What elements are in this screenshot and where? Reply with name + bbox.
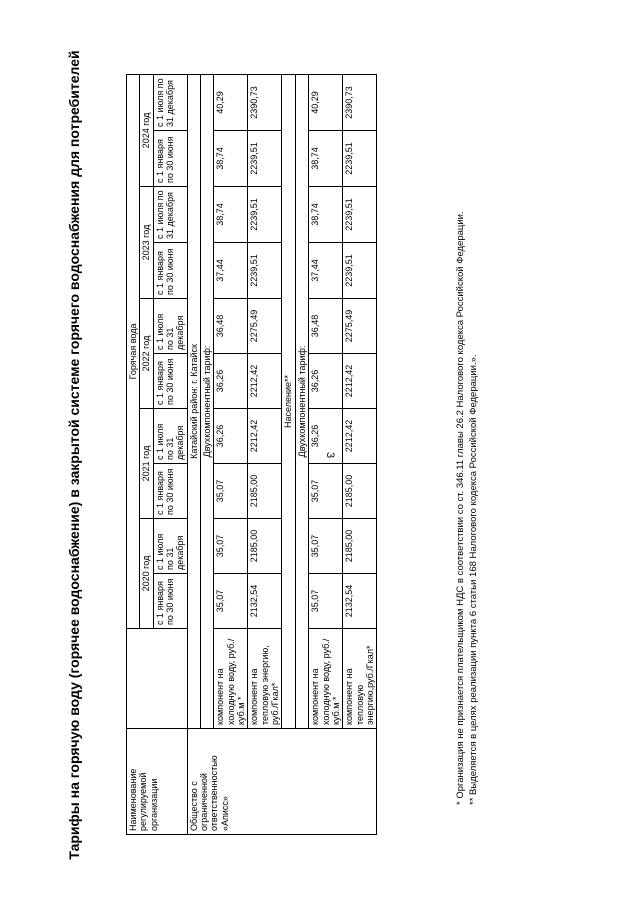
rotated-content [60,45,500,865]
table-cell: 37,44 [309,243,343,299]
table-cell: 2239,51 [248,243,282,299]
table-cell: 40,29 [214,74,248,130]
table-cell: 2185,00 [343,519,377,574]
org-header: Наименование регулируемой организации [127,729,188,835]
table-cell: 2239,51 [343,243,377,299]
period-header: с 1 января по 30 июня [153,574,187,629]
row-label: компонент на холодную воду, руб./куб.м * [309,629,343,729]
table-cell: 2132,54 [343,574,377,629]
period-header: с 1 января по 30 июня [153,464,187,519]
tariff-table [126,74,377,835]
table-cell: 36,48 [309,299,343,354]
period-header: с 1 июля по 31 декабря [153,299,187,354]
footnote: * Организация не признается плательщиком НДС в соответствии со ст. 346.11 главы 26.2 Налогового кодекса Российской Федерации. [455,211,466,805]
table-cell: 40,29 [309,74,343,130]
period-header: с 1 января по 30 июня [153,354,187,409]
table-row [309,74,343,834]
period-header: с 1 июля по 31 декабря [153,74,187,130]
table-cell: 38,74 [309,187,343,243]
table-cell: 35,07 [214,574,248,629]
year-header: 2022 год [140,299,153,409]
table-cell: 2212,42 [248,409,282,464]
table-cell: 38,74 [214,131,248,187]
table-cell: 2212,42 [343,409,377,464]
table-cell: 36,48 [214,299,248,354]
tariff-type-label: Двухкомпонентный тариф: [201,74,214,728]
table-cell: 35,07 [214,519,248,574]
table-cell: 2275,49 [248,299,282,354]
period-header: с 1 июля по 31 декабря [153,519,187,574]
table-cell: 2185,00 [248,464,282,519]
hot-water-header: Горячая вода [127,74,140,628]
table-cell: 36,26 [309,354,343,409]
table-cell: 2239,51 [343,131,377,187]
table-cell: 2239,51 [248,131,282,187]
period-header: с 1 июля по 31 декабря [153,409,187,464]
document-title: Тарифы на горячую воду (горячее водоснабжение) в закрытой системе горячего водоснабжения для потребителей [66,50,82,860]
table-row [214,74,248,834]
table-cell: 2390,73 [248,74,282,130]
year-header: 2021 год [140,409,153,519]
table-cell: 36,26 [214,354,248,409]
footnote: ** Выделяется в целях реализации пункта 6 статьи 168 Налогового кодекса Российской Федерации.». [468,354,479,805]
row-label: компонент на холодную воду, руб./куб.м * [214,629,248,729]
year-header: 2020 год [140,519,153,629]
row-label: компонент на тепловую энергию, руб./Гкал* [248,629,282,729]
period-header: с 1 января по 30 июня [153,243,187,299]
tariff-type-label: Двухкомпонентный тариф: [295,74,308,728]
footnotes [454,65,480,805]
table-cell: 38,74 [214,187,248,243]
table-cell: 36,26 [214,409,248,464]
table-cell: 2239,51 [343,187,377,243]
table-cell: 2132,54 [248,574,282,629]
table-cell: 35,07 [214,464,248,519]
table-cell: 2212,42 [248,354,282,409]
table-row [248,74,282,834]
section-title: Население** [282,74,295,728]
period-header: с 1 июля по 31 декабря [153,187,187,243]
table-cell: 2212,42 [343,354,377,409]
table-cell: 35,07 [309,519,343,574]
table-cell: 2275,49 [343,299,377,354]
table-cell: 35,07 [309,464,343,519]
table-cell: 2390,73 [343,74,377,130]
organization-name: Общество с ограниченной ответственностью «Аписс» [187,729,377,835]
period-header: с 1 января по 30 июня [153,131,187,187]
row-label: компонент на тепловую энергию,руб./Гкал* [343,629,377,729]
page-number: 3 [324,451,336,459]
table-cell: 2185,00 [248,519,282,574]
table-cell: 2239,51 [248,187,282,243]
table-row [343,74,377,834]
table-cell: 37,44 [214,243,248,299]
table-cell: 36,26 [309,409,343,464]
section-title: Катайский район: г. Катайск [187,74,200,728]
year-header: 2023 год [140,187,153,299]
table-cell: 2185,00 [343,464,377,519]
table-cell: 38,74 [309,131,343,187]
table-cell: 35,07 [309,574,343,629]
year-header: 2024 год [140,74,153,186]
blank-header [127,629,188,729]
